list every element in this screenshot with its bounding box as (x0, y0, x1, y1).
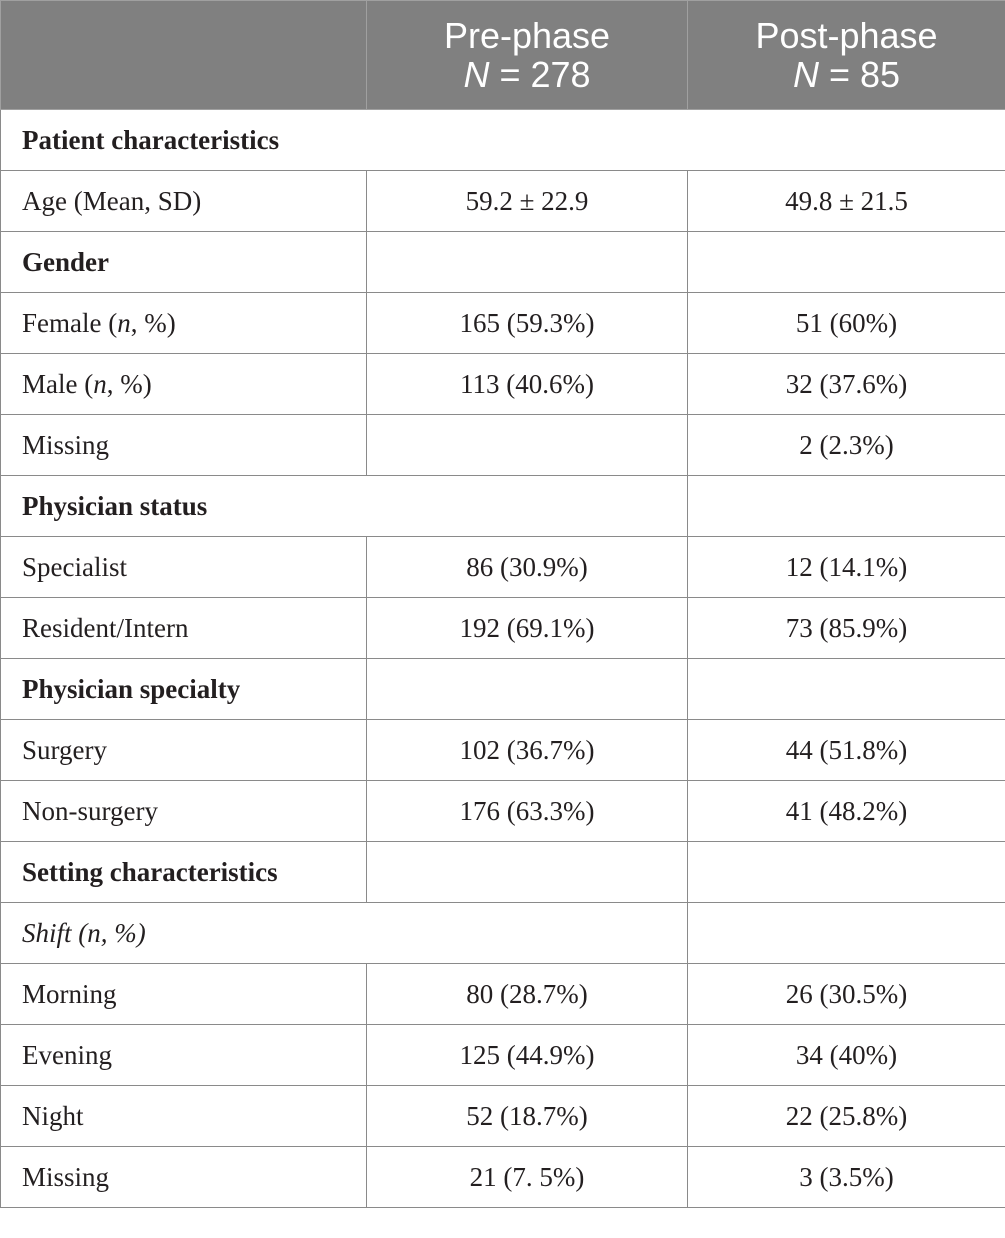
post-phase-n-value: = 85 (828, 54, 901, 95)
header-post-phase (688, 1, 1005, 110)
non-surgery-pre-value: 176 (63.3%) (367, 781, 688, 842)
female-post-value: 51 (60%) (688, 293, 1005, 354)
resident-pre-value: 192 (69.1%) (367, 598, 688, 659)
physician-status-post-empty (688, 476, 1005, 537)
pre-phase-n-value: = 278 (499, 54, 591, 95)
age-post-value: 49.8 ± 21.5 (688, 171, 1005, 232)
missing-gender-pre-value (367, 415, 688, 476)
female-label-n: n (117, 307, 131, 338)
table-row (1, 903, 1005, 964)
section-shift: Shift (n, %) (1, 903, 688, 964)
header-pre-phase (367, 1, 688, 110)
row-label-evening: Evening (1, 1025, 367, 1086)
missing-gender-post-value: 2 (2.3%) (688, 415, 1005, 476)
setting-post-empty (688, 842, 1005, 903)
morning-pre-value: 80 (28.7%) (367, 964, 688, 1025)
shift-post-empty (688, 903, 1005, 964)
table-row (1, 964, 1005, 1025)
section-physician-status: Physician status (1, 476, 688, 537)
surgery-pre-value: 102 (36.7%) (367, 720, 688, 781)
row-label-missing-shift: Missing (1, 1147, 367, 1208)
table-row (1, 781, 1005, 842)
age-pre-value: 59.2 ± 22.9 (367, 171, 688, 232)
table-row (1, 232, 1005, 293)
evening-pre-value: 125 (44.9%) (367, 1025, 688, 1086)
evening-post-value: 34 (40%) (688, 1025, 1005, 1086)
male-label-suffix: , %) (106, 368, 152, 399)
post-phase-n (688, 55, 1005, 94)
table-row (1, 720, 1005, 781)
gender-post-empty (688, 232, 1005, 293)
post-phase-n-symbol: N (792, 54, 819, 95)
row-label-night: Night (1, 1086, 367, 1147)
section-physician-specialty: Physician specialty (1, 659, 367, 720)
table-header (1, 1, 1005, 110)
row-label-surgery: Surgery (1, 720, 367, 781)
female-label-suffix: , %) (130, 307, 176, 338)
header-row (1, 1, 1005, 110)
table-row (1, 415, 1005, 476)
pre-phase-label: Pre-phase (443, 15, 611, 56)
table-row (1, 110, 1005, 171)
male-pre-value: 113 (40.6%) (367, 354, 688, 415)
table-row (1, 537, 1005, 598)
table-row (1, 1025, 1005, 1086)
morning-post-value: 26 (30.5%) (688, 964, 1005, 1025)
night-post-value: 22 (25.8%) (688, 1086, 1005, 1147)
table-row (1, 842, 1005, 903)
table-row (1, 476, 1005, 537)
male-post-value: 32 (37.6%) (688, 354, 1005, 415)
non-surgery-post-value: 41 (48.2%) (688, 781, 1005, 842)
resident-post-value: 73 (85.9%) (688, 598, 1005, 659)
specialist-pre-value: 86 (30.9%) (367, 537, 688, 598)
physician-specialty-post-empty (688, 659, 1005, 720)
missing-shift-pre-value: 21 (7. 5%) (367, 1147, 688, 1208)
section-patient-characteristics: Patient characteristics (1, 110, 1005, 171)
night-pre-value: 52 (18.7%) (367, 1086, 688, 1147)
post-phase-label: Post-phase (755, 15, 938, 56)
table-row (1, 598, 1005, 659)
header-empty-cell (1, 1, 367, 110)
table-row (1, 171, 1005, 232)
row-label-female (1, 293, 367, 354)
table-row (1, 1086, 1005, 1147)
table-row (1, 354, 1005, 415)
surgery-post-value: 44 (51.8%) (688, 720, 1005, 781)
row-label-non-surgery: Non-surgery (1, 781, 367, 842)
row-label-age: Age (Mean, SD) (1, 171, 367, 232)
male-label-text: Male ( (22, 368, 94, 399)
row-label-resident: Resident/Intern (1, 598, 367, 659)
table-row (1, 293, 1005, 354)
physician-specialty-pre-empty (367, 659, 688, 720)
missing-shift-post-value: 3 (3.5%) (688, 1147, 1005, 1208)
table-row (1, 1147, 1005, 1208)
row-label-missing-gender: Missing (1, 415, 367, 476)
section-gender: Gender (1, 232, 367, 293)
pre-phase-n-symbol: N (463, 54, 490, 95)
table-body (1, 110, 1005, 1208)
specialist-post-value: 12 (14.1%) (688, 537, 1005, 598)
row-label-specialist: Specialist (1, 537, 367, 598)
pre-phase-n (367, 55, 687, 94)
female-label-text: Female ( (22, 307, 118, 338)
section-setting-characteristics: Setting characteristics (1, 842, 367, 903)
row-label-male (1, 354, 367, 415)
female-pre-value: 165 (59.3%) (367, 293, 688, 354)
male-label-n: n (93, 368, 107, 399)
row-label-morning: Morning (1, 964, 367, 1025)
setting-pre-empty (367, 842, 688, 903)
table-row (1, 659, 1005, 720)
gender-pre-empty (367, 232, 688, 293)
